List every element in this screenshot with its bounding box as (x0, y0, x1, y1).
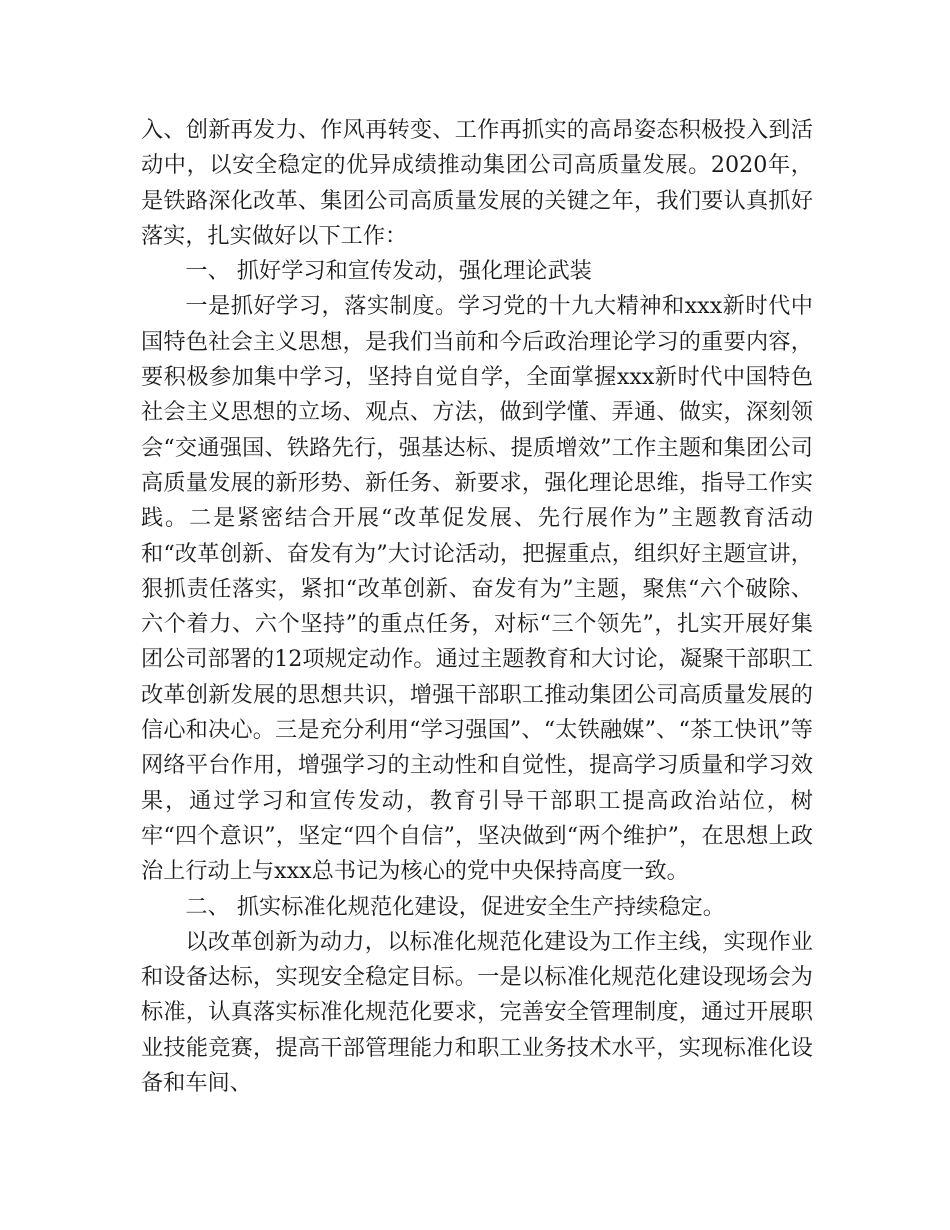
paragraph-1: 入、创新再发力、作风再转变、工作再抓实的高昂姿态积极投入到活动中，以安全稳定的优异成绩推动集团公司高质量发展。2020年，是铁路深化改革、集团公司高质量发展的关键之年，我们要认真抓好落实，扎实做好以下工作： (141, 117, 813, 249)
section-heading-2: 二、 抓实标准化规范化建设，促进安全生产持续稳定。 (185, 893, 725, 920)
document-body (141, 113, 813, 1101)
paragraph-3: 以改革创新为动力，以标准化规范化建设为工作主线，实现作业和设备达标，实现安全稳定目标。一是以标准化规范化建设现场会为标准，认真落实标准化规范化要求，完善安全管理制度，通过开展职业技能竞赛，提高干部管理能力和职工业务技术水平，实现标准化设备和车间、 (141, 928, 813, 1097)
section-heading-1: 一、 抓好学习和宣传发动，强化理论武装 (185, 258, 592, 285)
paragraph-2: 一是抓好学习，落实制度。学习党的十九大精神和xxx新时代中国特色社会主义思想，是我们当前和今后政治理论学习的重要内容，要积极参加集中学习，坚持自觉自学，全面掌握xxx新时代中国特色社会主义思想的立场、观点、方法，做到学懂、弄通、做实，深刻领会“交通强国、铁路先行，强基达标、提质增效”工作主题和集团公司高质量发展的新形势、新任务、新要求，强化理论思维，指导工作实践。二是紧密结合开展“改革促发展、先行展作为”主题教育活动和“改革创新、奋发有为”大讨论活动，把握重点，组织好主题宣讲，狠抓责任落实，紧扣“改革创新、奋发有为”主题，聚焦“六个破除、六个着力、六个坚持”的重点任务，对标“三个领先”，扎实开展好集团公司部署的12项规定动作。通过主题教育和大讨论，凝聚干部职工改革创新发展的思想共识，增强干部职工推动集团公司高质量发展的信心和决心。三是充分利用“学习强国”、“太铁融媒”、“茶工快讯”等网络平台作用，增强学习的主动性和自觉性，提高学习质量和学习效果，通过学习和宣传发动，教育引导干部职工提高政治站位，树牢“四个意识”，坚定“四个自信”，坚决做到“两个维护”，在思想上政治上行动上与xxx总书记为核心的党中央保持高度一致。 (141, 293, 813, 885)
